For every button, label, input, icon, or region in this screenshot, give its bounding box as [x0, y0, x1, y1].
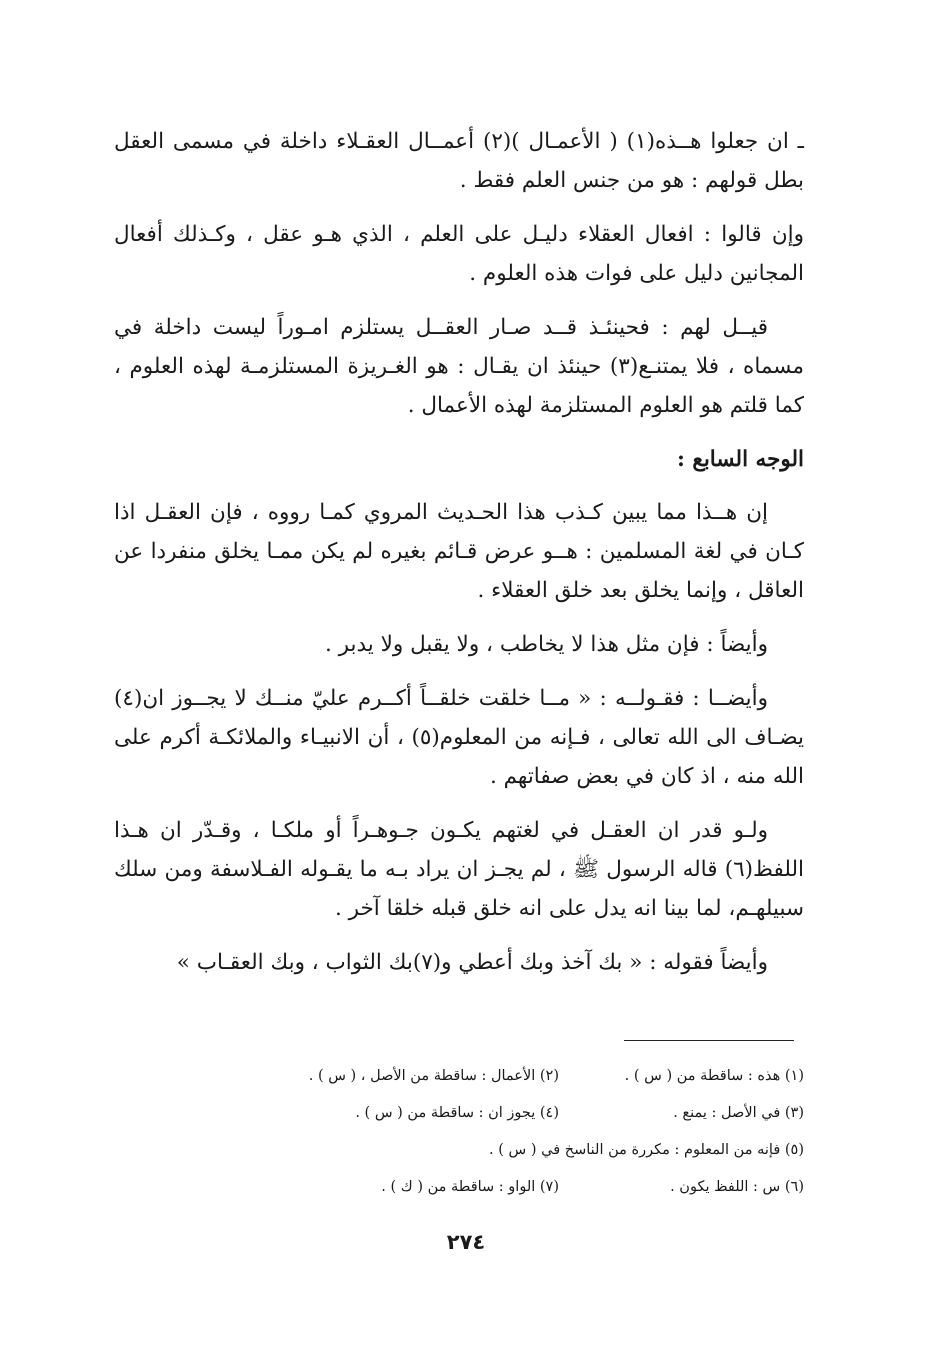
paragraph-5: وأيضاً : فإن مثل هذا لا يخاطب ، ولا يقبل ولا يدبر .: [325, 632, 768, 657]
footnote-3: (٣) في الأصل : يمنع .: [673, 1105, 804, 1121]
page-number: ٢٧٤: [446, 1230, 486, 1254]
paragraph-7: ولـو قدر ان العقـل في لغتهم يكـون جـوهـراً أو ملكـا ، وقـدّر ان هـذا اللفظ(٦) قاله الرسول ﷺ ، لم يجـز ان يراد بـه ما يقـوله الفـلاسفة ومن سلك سبيلهـم، لما بينا انه يدل على انه خلق قبله خلقا آخر .: [114, 818, 804, 921]
paragraph-2: وإن قالوا : افعال العقلاء دليـل على العلم ، الذي هـو عقل ، وكـذلك أفعال المجانين دليل على فوات هذه العلوم .: [114, 222, 804, 286]
paragraph-3: قيــل لهم : فحينئـذ قــد صـار العقــل يستلزم امـوراً ليست داخلة في مسماه ، فلا يمتنـع(٣) حينئذ ان يقـال : هو الغـريزة المستلزمـة لهذه العلوم ، كما قلتم هو العلوم المستلزمة لهذه الأعمال .: [114, 315, 804, 418]
footnote-4: (٤) يجوز ان : ساقطة من ( س ) .: [355, 1105, 559, 1121]
footnote-row: [184, 1169, 804, 1206]
paragraph-4: إن هــذا مما يبين كـذب هذا الحـديث المروي كمـا رووه ، فإن العقـل اذا كـان في لغة المسلمين : هــو عرض قـائم بغيره لم يكن ممـا يخلق منفردا عن العاقل ، وإنما يخلق بعد خلق العقلاء .: [114, 500, 804, 603]
footnote-5: (٥) فإنه من المعلوم : مكررة من الناسخ في ( س ) .: [489, 1142, 804, 1158]
footnote-2: (٢) الأعمال : ساقطة من الأصل ، ( س ) .: [308, 1068, 559, 1084]
footnote-divider: [624, 1040, 794, 1041]
footnote-7: (٧) الواو : ساقطة من ( ك ) .: [381, 1179, 559, 1195]
paragraph-8: وأيضاً فقوله : « بك آخذ وبك أعطي و(٧)بك الثواب ، وبك العقـاب »: [176, 950, 768, 975]
footnote-row: [184, 1132, 804, 1169]
section-heading: الوجه السابع :: [676, 447, 804, 472]
footnote-row: [184, 1058, 804, 1095]
footnote-row: [184, 1095, 804, 1132]
paragraph-6: وأيضــا : فقـولــه : « مــا خلقت خلقــاً أكــرم عليّ منــك لا يجــوز ان(٤) يضـاف الى الله تعالى ، فـإنه من المعلوم(٥) ، أن الانبيـاء والملائكـة أكرم على الله منه ، اذ كان في بعض صفاتهم .: [114, 686, 804, 789]
main-text: [114, 122, 804, 997]
footnote-1: (١) هذه : ساقطة من ( س ) .: [624, 1068, 804, 1084]
footnote-6: (٦) س : اللفظ يكون .: [670, 1179, 804, 1195]
footnotes: [184, 1058, 804, 1206]
paragraph-1: ـ ان جعلوا هــذه(١) ( الأعمـال )(٢) أعمــال العقـلاء داخلة في مسمى العقل بطل قولهم : هو من جنس العلم فقط .: [114, 129, 804, 193]
